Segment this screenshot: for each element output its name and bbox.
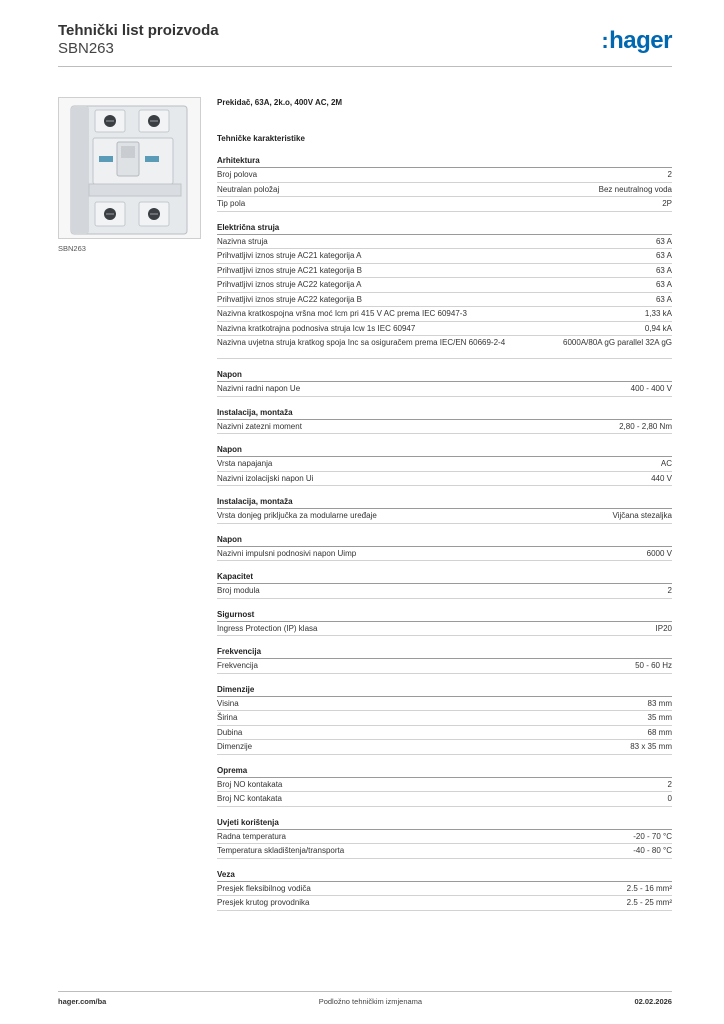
spec-section	[217, 684, 672, 755]
product-image	[58, 97, 201, 239]
spec-section	[217, 571, 672, 599]
spec-value: 0	[667, 794, 672, 803]
spec-row	[217, 322, 672, 337]
spec-value: 35 mm	[647, 713, 672, 722]
spec-value: 63 A	[655, 251, 672, 260]
section-title: Instalacija, montaža	[217, 407, 672, 420]
spec-value: 6000 V	[646, 548, 672, 558]
spec-label: Nazivna kratkotrajna podnosiva struja Icw 1s IEC 60947	[217, 323, 416, 333]
spec-label: Prihvatljivi iznos struje AC21 kategorija A	[217, 251, 362, 260]
spec-value: 68 mm	[647, 727, 672, 737]
spec-label: Broj NO kontakata	[217, 779, 283, 789]
spec-label: Nazivni radni napon Ue	[217, 384, 301, 393]
spec-sections	[217, 155, 672, 911]
section-title: Napon	[217, 369, 672, 382]
spec-row	[217, 457, 672, 472]
spec-row	[217, 711, 672, 726]
spec-section	[217, 369, 672, 397]
spec-section	[217, 817, 672, 859]
section-title: Arhitektura	[217, 155, 672, 168]
spec-row	[217, 293, 672, 308]
spec-row	[217, 472, 672, 487]
spec-value: 440 V	[651, 473, 672, 483]
section-title: Električna struja	[217, 222, 672, 235]
spec-value: 63 A	[655, 265, 672, 275]
spec-label: Ingress Protection (IP) klasa	[217, 623, 318, 633]
spec-value: 63 A	[655, 236, 672, 246]
spec-row	[217, 726, 672, 741]
spec-value: 2P	[662, 199, 672, 208]
footer-divider	[58, 991, 672, 992]
spec-value: 1,33 kA	[644, 309, 672, 318]
section-title: Kapacitet	[217, 571, 672, 584]
spec-row	[217, 622, 672, 637]
spec-row	[217, 382, 672, 397]
spec-value: 63 A	[655, 280, 672, 289]
section-title: Uvjeti korištenja	[217, 817, 672, 830]
spec-row	[217, 778, 672, 793]
spec-row	[217, 249, 672, 264]
spec-label: Visina	[217, 698, 239, 708]
spec-section	[217, 407, 672, 435]
spec-value: 83 mm	[647, 698, 672, 708]
section-title: Napon	[217, 444, 672, 457]
spec-label: Nazivni izolacijski napon Ui	[217, 473, 314, 483]
spec-value: 2	[667, 586, 672, 595]
spec-section	[217, 496, 672, 524]
spec-row	[217, 336, 672, 359]
product-code: SBN263	[58, 40, 114, 57]
spec-row	[217, 697, 672, 712]
spec-row	[217, 740, 672, 755]
spec-row	[217, 830, 672, 845]
spec-label: Prihvatljivi iznos struje AC21 kategorija B	[217, 265, 362, 275]
spec-label: Frekvencija	[217, 661, 258, 670]
spec-row	[217, 896, 672, 911]
spec-value: -20 - 70 °C	[633, 831, 672, 841]
spec-value: 400 - 400 V	[630, 384, 672, 393]
spec-row	[217, 420, 672, 435]
document-header	[58, 22, 219, 58]
spec-value: 63 A	[655, 294, 672, 304]
spec-label: Nazivna struja	[217, 236, 268, 246]
logo-mark-icon: :	[601, 28, 609, 53]
spec-label: Vrsta napajanja	[217, 459, 273, 468]
spec-section	[217, 444, 672, 486]
spec-value: 2.5 - 16 mm²	[626, 883, 672, 893]
spec-row	[217, 264, 672, 279]
spec-label: Neutralan položaj	[217, 184, 280, 194]
product-description: Prekidač, 63A, 2k.o, 400V AC, 2M	[217, 98, 343, 107]
image-caption: SBN263	[58, 244, 86, 253]
section-title: Sigurnost	[217, 609, 672, 622]
section-title: Veza	[217, 869, 672, 882]
spec-label: Broj polova	[217, 170, 258, 179]
spec-section	[217, 534, 672, 562]
section-title: Frekvencija	[217, 646, 672, 659]
spec-row	[217, 509, 672, 524]
spec-label: Nazivna kratkospojna vršna moć Icm pri 415 V AC prema IEC 60947-3	[217, 309, 467, 318]
spec-section	[217, 609, 672, 637]
section-title: Napon	[217, 534, 672, 547]
spec-value: 2	[667, 779, 672, 789]
spec-label: Presjek krutog provodnika	[217, 898, 310, 907]
logo-text: hager	[609, 27, 672, 54]
footer-website[interactable]: hager.com/ba	[58, 997, 107, 1006]
spec-value: Bez neutralnog voda	[598, 184, 672, 194]
spec-value: 2.5 - 25 mm²	[626, 898, 672, 907]
spec-label: Radna temperatura	[217, 831, 286, 841]
spec-row	[217, 584, 672, 599]
spec-label: Broj modula	[217, 586, 260, 595]
spec-value: 6000A/80A gG parallel 32A gG	[563, 338, 672, 347]
footer-note: Podložno tehničkim izmjenama	[318, 997, 423, 1006]
spec-label: Nazivni impulsni podnosivi napon Uimp	[217, 548, 357, 558]
spec-label: Prihvatljivi iznos struje AC22 kategorija A	[217, 280, 362, 289]
section-title: Instalacija, montaža	[217, 496, 672, 509]
spec-content	[217, 97, 672, 921]
spec-row	[217, 278, 672, 293]
document-footer	[58, 997, 672, 1006]
spec-value: 2,80 - 2,80 Nm	[619, 421, 672, 431]
spec-label: Vrsta donjeg priključka za modularne uređaje	[217, 511, 377, 520]
spec-section	[217, 222, 672, 360]
spec-section	[217, 155, 672, 212]
specs-heading: Tehničke karakteristike	[217, 134, 305, 143]
spec-label: Nazivna uvjetna struja kratkog spoja Inc sa osiguračem prema IEC/EN 60669-2-4	[217, 338, 506, 347]
spec-label: Broj NC kontakata	[217, 794, 282, 803]
spec-row	[217, 183, 672, 198]
spec-section	[217, 869, 672, 911]
spec-label: Presjek fleksibilnog vodiča	[217, 883, 311, 893]
spec-value: -40 - 80 °C	[633, 846, 672, 855]
spec-label: Dimenzije	[217, 742, 253, 751]
spec-row	[217, 547, 672, 562]
spec-label: Temperatura skladištenja/transporta	[217, 846, 345, 855]
spec-row	[217, 844, 672, 859]
spec-value: 0,94 kA	[644, 323, 672, 333]
spec-row	[217, 882, 672, 897]
spec-value: Vijčana stezaljka	[612, 511, 672, 520]
spec-row	[217, 168, 672, 183]
spec-label: Širina	[217, 713, 238, 722]
spec-row	[217, 197, 672, 212]
document-title: Tehnički list proizvoda	[58, 22, 219, 39]
spec-value: 2	[667, 170, 672, 179]
section-title: Oprema	[217, 765, 672, 778]
spec-row	[217, 659, 672, 674]
spec-label: Dubina	[217, 727, 243, 737]
hager-logo	[601, 28, 672, 54]
spec-row	[217, 307, 672, 322]
spec-section	[217, 646, 672, 674]
spec-label: Nazivni zatezni moment	[217, 421, 302, 431]
header-divider	[58, 66, 672, 67]
spec-value: 50 - 60 Hz	[635, 661, 672, 670]
spec-value: IP20	[655, 623, 672, 633]
spec-section	[217, 765, 672, 807]
section-title: Dimenzije	[217, 684, 672, 697]
circuit-breaker-icon	[59, 98, 200, 238]
spec-label: Prihvatljivi iznos struje AC22 kategorija B	[217, 294, 362, 304]
spec-label: Tip pola	[217, 199, 246, 208]
spec-row	[217, 235, 672, 250]
spec-value: AC	[660, 459, 672, 468]
spec-row	[217, 792, 672, 807]
footer-date: 02.02.2026	[634, 997, 672, 1006]
spec-value: 83 x 35 mm	[630, 742, 672, 751]
